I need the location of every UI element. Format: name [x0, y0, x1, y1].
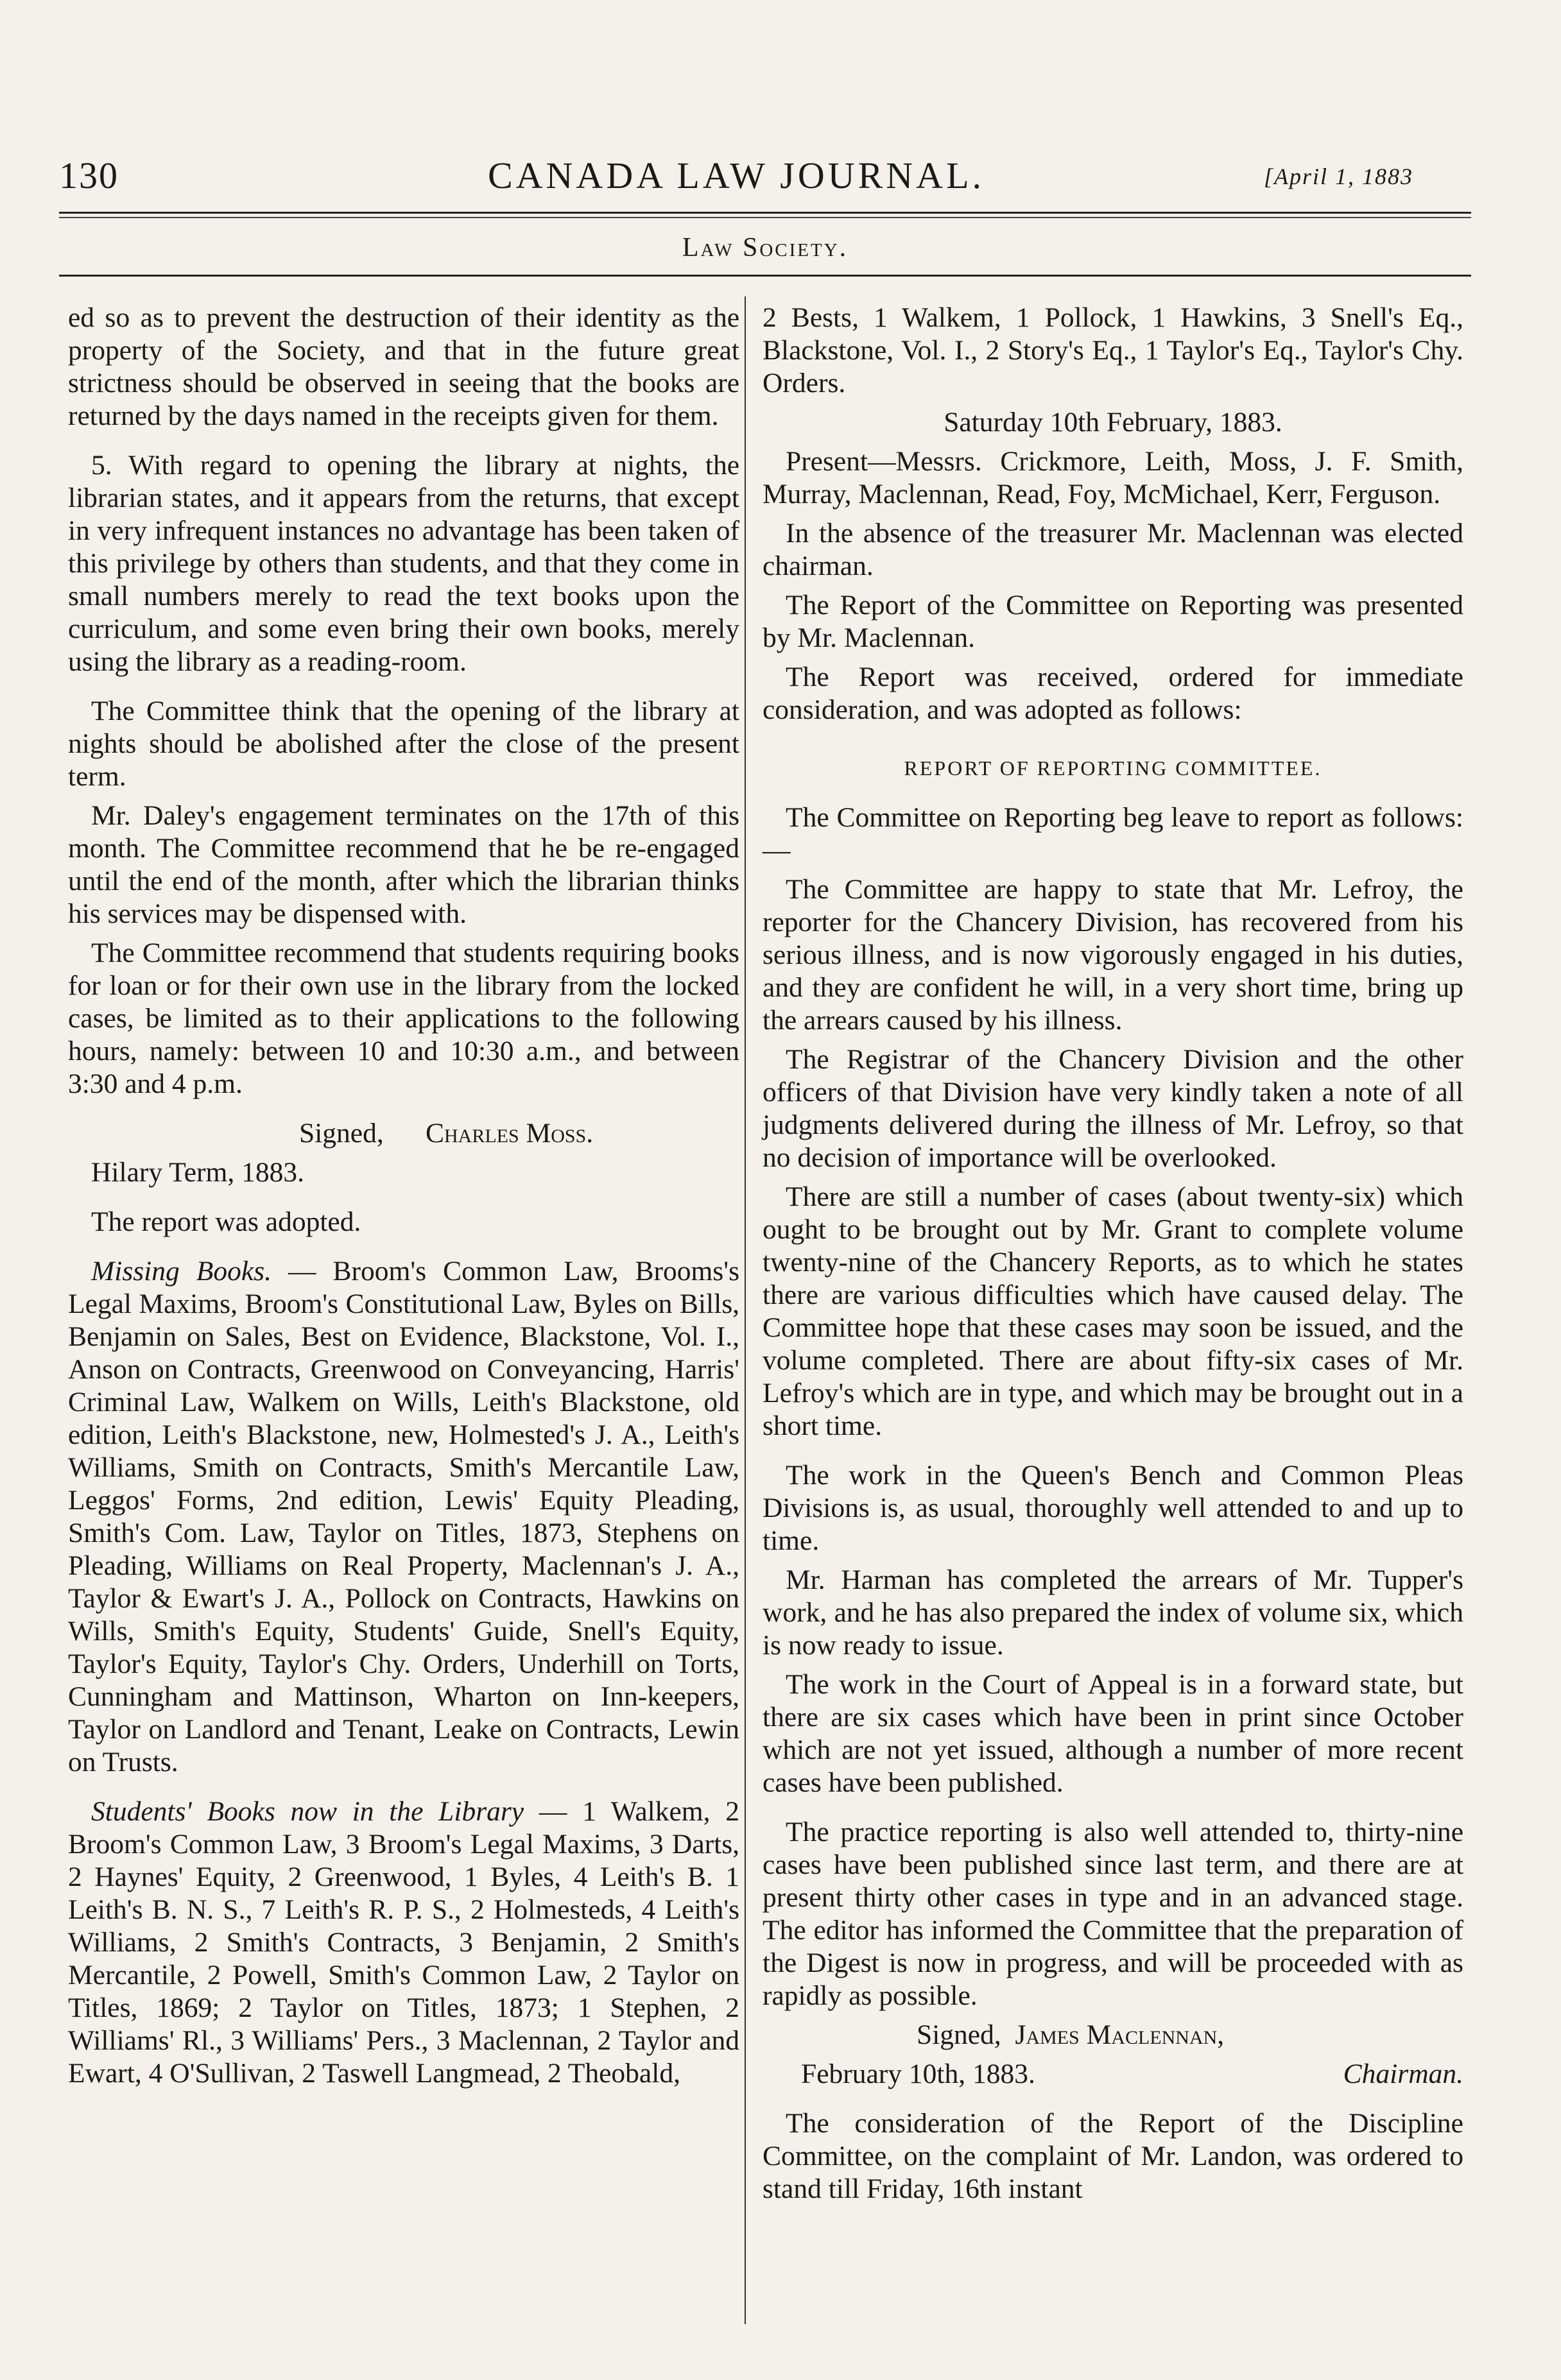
running-header	[59, 145, 1413, 203]
paragraph: 5. With regard to opening the library at nights, the librarian states, and it appears from the returns, that except in very infrequent instances no advantage has been taken of this privilege by others than students, and that they come in small numbers merely to read the text books upon the curriculum, and some even bring their own books, merely using the library as a reading-room.	[68, 450, 739, 677]
students-books-list: — 1 Walkem, 2 Broom's Common Law, 3 Broom's Legal Maxims, 3 Darts, 2 Haynes' Equity, 2 Greenwood, 1 Byles, 4 Leith's B. 1 Leith's B. N. S., 7 Leith's R. P. S., 2 Holmesteds, 4 Leith's Williams, 2 Smith's Contracts, 3 Benjamin, 2 Smith's Mercantile, 2 Powell, Smith's Common Law, 2 Taylor on Titles, 1869; 2 Taylor on Titles, 1873; 1 Stephen, 2 Williams' Rl., 3 Williams' Pers., 3 Maclennan, 2 Taylor and Ewart, 4 O'Sullivan, 2 Taswell Langmead, 2 Theobald,	[68, 1796, 739, 2089]
paragraph: There are still a number of cases (about twenty-six) which ought to be brought out by Mr. Grant to complete volume twenty-nine of the Chancery Reports, as to which he states there are various difficulties which have caused delay. The Committee hope that these cases may soon be issued, and the volume completed. There are about fifty-six cases of Mr. Lefroy's which are in type, and which may be brought out in a short time.	[763, 1181, 1463, 1441]
paragraph: Mr. Harman has completed the arrears of Mr. Tupper's work, and he has also prepared the index of volume six, which is now ready to issue.	[763, 1564, 1463, 1661]
paragraph: The Registrar of the Chancery Division and the other officers of that Division have very kindly taken a note of all judgments delivered during the illness of Mr. Lefroy, so that no decision of importance will be overlooked.	[763, 1044, 1463, 1173]
term-line: Hilary Term, 1883.	[91, 1157, 305, 1188]
paragraph: The Committee recommend that students requiring books for loan or for their own use in the library from the locked cases, be limited as to their applications to the following hours, namely: between 10 and 10:30 a.m., and between 3:30 and 4 p.m.	[68, 937, 739, 1099]
signer-name: James Maclennan,	[1015, 2019, 1225, 2050]
signature-line	[763, 2019, 1463, 2051]
paragraph: The report was adopted.	[91, 1206, 361, 1237]
issue-date: [April 1, 1883	[1263, 164, 1413, 189]
paragraph: The work in the Queen's Bench and Common Pleas Divisions is, as usual, thoroughly well attended to and up to time.	[763, 1460, 1463, 1556]
paragraph: The consideration of the Report of the Discipline Committee, on the complaint of Mr. Landon, was ordered to stand till Friday, 16th instant	[763, 2108, 1463, 2204]
header-rule	[59, 212, 1471, 214]
paragraph: The work in the Court of Appeal is in a forward state, but there are six cases which have been in print since October which are not yet issued, although a number of more recent cases have been published.	[763, 1669, 1463, 1798]
paragraph: The Committee are happy to state that Mr. Lefroy, the reporter for the Chancery Division, has recovered from his serious illness, and is now vigorously engaged in his duties, and they are confident he will, in a very short time, bring up the arrears caused by his illness.	[763, 874, 1463, 1036]
paragraph: Mr. Daley's engagement terminates on the 17th of this month. The Committee recommend that he be re-engaged until the end of the month, after which the librarian thinks his services may be dispensed with.	[68, 800, 739, 929]
signer-name: Charles Moss.	[425, 1118, 594, 1149]
page-number: 130	[59, 155, 119, 196]
right-column	[763, 302, 1463, 2212]
section-rule	[59, 275, 1471, 277]
signature-date: February 10th, 1883.	[801, 2059, 1035, 2089]
paragraph: Present—Messrs. Crickmore, Leith, Moss, J. F. Smith, Murray, Maclennan, Read, Foy, McMichael, Kerr, Ferguson.	[763, 446, 1463, 509]
paragraph: The practice reporting is also well attended to, thirty-nine cases have been published since last term, and there are at present thirty other cases in type and in an advanced stage. The editor has informed the Committee that the preparation of the Digest is now in progress, and will be proceeded with as rapidly as possible.	[763, 1817, 1463, 2011]
left-column	[68, 302, 739, 2096]
report-heading: REPORT OF REPORTING COMMITTEE.	[904, 757, 1322, 780]
column-divider	[745, 296, 746, 2324]
signed-label: Signed,	[917, 2019, 1001, 2050]
signer-title: Chairman.	[1343, 2059, 1463, 2089]
section-title	[59, 232, 1471, 263]
signature-date-line	[763, 2058, 1463, 2091]
meeting-date: Saturday 10th February, 1883.	[944, 407, 1282, 438]
signed-label: Signed,	[299, 1118, 384, 1149]
header-rule-thin	[59, 217, 1471, 218]
missing-books-paragraph	[68, 1255, 739, 1779]
paragraph: 2 Bests, 1 Walkem, 1 Pollock, 1 Hawkins, 3 Snell's Eq., Blackstone, Vol. I., 2 Story's Eq., 1 Taylor's Eq., Taylor's Chy. Orders.	[763, 302, 1463, 398]
students-books-paragraph	[68, 1795, 739, 2090]
paragraph: The Committee on Reporting beg leave to report as follows:—	[763, 802, 1463, 866]
section-title-text: Law Society.	[682, 233, 849, 262]
paragraph: The Report of the Committee on Reporting was presented by Mr. Maclennan.	[763, 590, 1463, 653]
missing-books-heading: Missing Books.	[91, 1256, 272, 1287]
paragraph: ed so as to prevent the destruction of their identity as the property of the Society, and that in the future great strictness should be observed in seeing that the books are returned by the days named in the receipts given for them.	[68, 302, 739, 431]
journal-title: CANADA LAW JOURNAL.	[487, 155, 985, 196]
paragraph: The Committee think that the opening of the library at nights should be abolished after the close of the present term.	[68, 696, 739, 792]
missing-books-list: — Broom's Common Law, Brooms's Legal Maxims, Broom's Constitutional Law, Byles on Bills, Benjamin on Sales, Best on Evidence, Blackstone, Vol. I., Anson on Contracts, Greenwood on Conveyancing, Harris' Criminal Law, Walkem on Wills, Leith's Blackstone, old edition, Leith's Blackstone, new, Holmested's J. A., Leith's Williams, Smith on Contracts, Smith's Mercantile Law, Leggos' Forms, 2nd edition, Lewis' Equity Pleading, Smith's Com. Law, Taylor on Titles, 1873, Stephens on Pleading, Williams on Real Property, Maclennan's J. A., Taylor & Ewart's J. A., Pollock on Contracts, Hawkins on Wills, Smith's Equity, Students' Guide, Snell's Equity, Taylor's Equity, Taylor's Chy. Orders, Underhill on Torts, Cunningham and Mattinson, Wharton on Inn-keepers, Taylor on Landlord and Tenant, Leake on Contracts, Lewin on Trusts.	[68, 1256, 739, 1777]
paragraph: The Report was received, ordered for immediate consideration, and was adopted as follows:	[763, 662, 1463, 725]
students-books-heading: Students' Books now in the Library	[91, 1796, 524, 1827]
paragraph: In the absence of the treasurer Mr. Maclennan was elected chairman.	[763, 518, 1463, 581]
signature-line	[68, 1117, 739, 1150]
